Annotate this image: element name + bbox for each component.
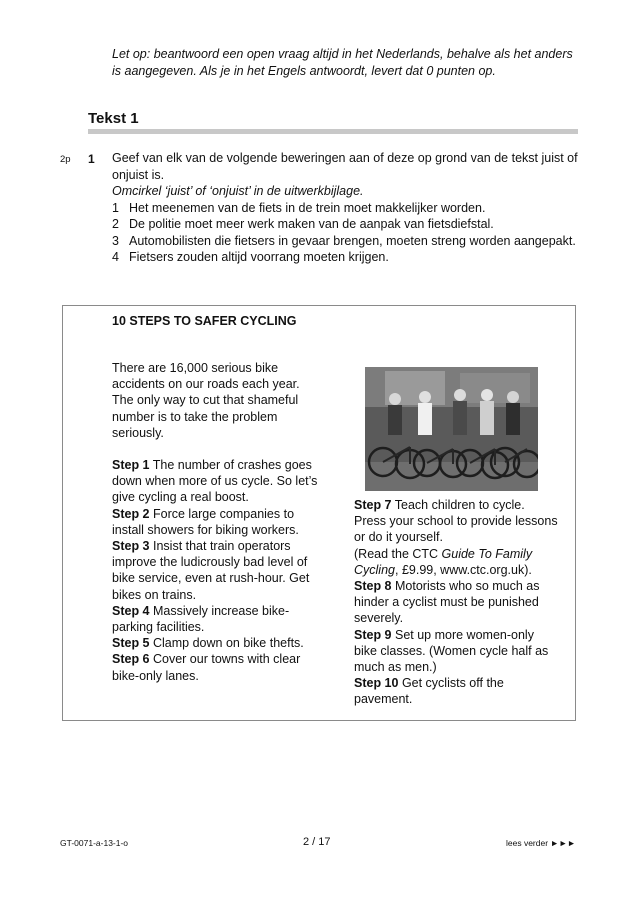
statement-text: Het meenemen van de fiets in de trein moet makkelijker worden.: [129, 200, 486, 215]
step-paragraph: [354, 627, 559, 676]
reference-open: (Read the CTC: [354, 546, 442, 561]
step-label: Step 4: [112, 603, 150, 618]
step-text: Get cyclists off the pavement.: [354, 676, 504, 707]
article-left-column: [112, 360, 322, 684]
statement-item: [112, 216, 582, 233]
statement-item: [112, 233, 582, 250]
step-text: Motorists who so much as hinder a cyclist must be punished severely.: [354, 579, 540, 626]
article-title: 10 STEPS TO SAFER CYCLING: [112, 314, 297, 328]
reference-book-title: Guide To Family Cycling: [354, 546, 533, 577]
step-text: Teach children to cycle. Press your school to provide lessons or do it yourself.: [354, 498, 558, 545]
step-text: Insist that train operators improve the ludicrously bad level of bike service, even at rush-hour. Get bikes on trains.: [112, 539, 310, 602]
statement-text: Fietsers zouden altijd voorrang moeten krijgen.: [129, 250, 389, 264]
step-paragraph: [354, 497, 559, 546]
step-label: Step 8: [354, 579, 392, 594]
step-paragraph: [354, 675, 559, 707]
statement-number: 3: [112, 233, 119, 248]
step-label: Step 3: [112, 539, 150, 554]
step-paragraph: [112, 603, 322, 635]
statement-item: [112, 249, 582, 266]
step-text: Cover our towns with clear bike-only lanes.: [112, 652, 301, 683]
step-text: Force large companies to install showers for biking workers.: [112, 506, 299, 537]
footer-continue: lees verder ►►►: [506, 838, 576, 848]
cyclists-photo: [365, 367, 538, 491]
step-label: Step 9: [354, 627, 392, 642]
statement-number: 4: [112, 250, 119, 264]
article-intro: There are 16,000 serious bike accidents on our roads each year. The only way to cut that shameful number is to take the problem seriously.: [112, 361, 300, 440]
step-label: Step 2: [112, 506, 150, 521]
question-points: 2p: [60, 154, 71, 165]
step-text: Clamp down on bike thefts.: [149, 636, 304, 651]
footer-page-number: 2 / 17: [303, 836, 331, 848]
step-label: Step 10: [354, 676, 399, 691]
step-paragraph: [112, 651, 322, 683]
step-label: Step 6: [112, 652, 150, 667]
statement-list: [112, 200, 582, 266]
step-paragraph: [354, 578, 559, 627]
step-text: Set up more women-only bike classes. (Women cycle half as much as men.): [354, 627, 549, 675]
statement-text: De politie moet meer werk maken van de aanpak van fietsdiefstal.: [129, 217, 494, 231]
statement-text: Automobilisten die fietsers in gevaar brengen, moeten streng worden aangepakt.: [129, 233, 576, 248]
step-label: Step 7: [354, 498, 392, 512]
question-number: 1: [88, 152, 95, 166]
reference-close: , £9.99, www.ctc.org.uk).: [395, 562, 532, 577]
exam-instruction: Let op: beantwoord een open vraag altijd in het Nederlands, behalve als het anders is aangegeven. Als je in het Engels antwoordt, levert dat 0 punten op.: [112, 47, 573, 78]
step-label: Step 1: [112, 458, 150, 473]
question-instruction: Omcirkel ‘juist’ of ‘onjuist’ in de uitwerkbijlage.: [112, 184, 364, 198]
article-right-column: [354, 497, 559, 708]
step-text: Massively increase bike-parking facilities.: [112, 603, 290, 635]
question-prompt: Geef van elk van de volgende beweringen aan of deze op grond van de tekst juist of onjuist is.: [112, 151, 578, 182]
statement-number: 2: [112, 217, 119, 231]
step-paragraph: [112, 538, 322, 603]
section-title: Tekst 1: [88, 110, 139, 127]
step-text: The number of crashes goes down when more of us cycle. So let’s give cycling a real boost.: [112, 458, 318, 505]
step-label: Step 5: [112, 636, 150, 651]
statement-number: 1: [112, 200, 119, 215]
step-paragraph: [112, 457, 322, 506]
footer-exam-code: GT-0071-a-13-1-o: [60, 838, 129, 848]
step-paragraph: [112, 506, 322, 538]
statement-item: [112, 200, 582, 217]
step-paragraph: [112, 635, 322, 651]
section-divider: [88, 129, 578, 134]
question-body: [112, 150, 582, 266]
reference-paragraph: [354, 546, 559, 578]
